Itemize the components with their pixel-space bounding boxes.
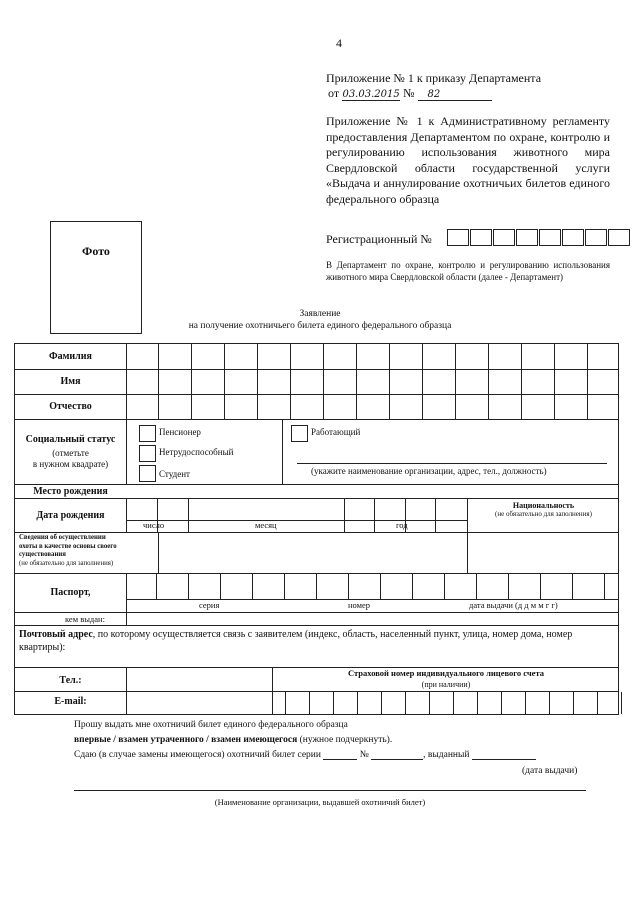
issue-date-hint: (дата выдачи) (522, 766, 578, 776)
passport-grid (126, 573, 605, 599)
social-status-hint-1: (отметьте (52, 448, 89, 458)
application-form (14, 343, 619, 715)
issue-date-label: дата выдачи (д д м м г г) (469, 600, 558, 610)
disabled-checkbox[interactable] (139, 445, 156, 462)
nationality-hint: (не обязательно для заполнения) (495, 510, 592, 518)
snils-hint: (при наличии) (421, 680, 471, 689)
social-status-hint-2: в нужном квадрате) (32, 459, 109, 469)
month-label: месяц (255, 520, 277, 530)
order-date: 03.03.2015 (342, 89, 400, 100)
surrender-line (74, 750, 536, 760)
from-label: от (328, 86, 340, 100)
disabled-label: Нетрудоспособный (159, 447, 234, 457)
department-text: В Департамент по охране, контролю и регулированию использования животного мира Свердловской области (далее - Департамент) (326, 260, 610, 282)
series-label: серия (199, 600, 220, 610)
surrender-text-a: Сдаю (в случае замены имеющегося) охотничий билет серии (74, 750, 324, 760)
page-number: 4 (336, 36, 342, 50)
snils-grid (285, 692, 622, 714)
pensioner-label: Пенсионер (159, 427, 201, 437)
hunting-info-line-2: охоты в качестве основы своего (19, 542, 117, 550)
name-label: Имя (60, 376, 81, 387)
hunting-info-line-4: (не обязательно для заполнения) (19, 559, 114, 567)
hunting-info-line-1: Сведения об осуществлении (19, 534, 106, 541)
passport-label: Паспорт, (50, 587, 91, 598)
statement-title: Заявление (299, 309, 341, 319)
working-label: Работающий (311, 427, 361, 437)
phone-label: Тел.: (59, 675, 82, 686)
name-grid (126, 344, 588, 419)
postal-address-label (19, 628, 613, 654)
regulation-text: Приложение № 1 к Административному регламенту предоставления Департаментом по охране, контролю и регулированию использования животного мира Свердловской области государственной услуги «Выдача и аннулирование охотничьих билетов единого федерального образца (326, 114, 610, 206)
appendix-title: Приложение № 1 к приказу Департамента (326, 71, 542, 85)
email-label: E-mail: (54, 696, 87, 707)
statement-heading (0, 308, 640, 332)
organization-line (74, 790, 586, 791)
registration-label: Регистрационный № (326, 232, 432, 246)
request-line: Прошу выдать мне охотничий билет единого федерального образца (74, 720, 348, 730)
replacement-line (74, 735, 392, 745)
student-checkbox[interactable] (139, 465, 156, 482)
pensioner-checkbox[interactable] (139, 425, 156, 442)
year-label: год (396, 520, 408, 530)
order-date-line (328, 86, 492, 101)
hunting-info-line-3: существования (19, 551, 66, 558)
birth-place-label: Место рождения (33, 486, 108, 497)
registration-number-cells[interactable] (447, 229, 631, 246)
nationality-label: Национальность (512, 501, 575, 510)
replacement-options: впервые / взамен утраченного / взамен имеющегося (74, 735, 298, 745)
hunting-info-label (19, 534, 157, 568)
social-status-hint (15, 448, 126, 470)
student-label: Студент (159, 469, 190, 479)
number-label-passport: номер (348, 600, 371, 610)
issued-by-label: кем выдан: (65, 614, 105, 624)
number-label: № (403, 86, 415, 100)
postal-address-bold: Почтовый адрес (19, 629, 93, 640)
patronymic-label: Отчество (49, 401, 92, 412)
photo-label: Фото (82, 244, 110, 258)
day-label: число (143, 520, 165, 530)
statement-subtitle: на получение охотничьего билета единого федерального образца (188, 321, 452, 331)
order-number: 82 (418, 89, 492, 101)
surrender-text-b: № (357, 750, 372, 760)
postal-address-rest: , по которому осуществляется связь с заявителем (индекс, область, населенный пункт, улица, номер дома, номер квартиры): (19, 629, 573, 653)
snils-label: Страховой номер индивидуального лицевого счета (348, 668, 544, 678)
surname-label: Фамилия (49, 351, 92, 362)
organization-issued-hint: (Наименование организации, выдавшей охотничий билет) (214, 797, 426, 807)
surrender-text-c: , выданный (423, 750, 472, 760)
replacement-note: (нужное подчеркнуть). (297, 735, 393, 745)
organization-hint: (укажите наименование организации, адрес, тел., должность) (311, 466, 547, 476)
birth-date-label: Дата рождения (36, 510, 105, 521)
social-status-label: Социальный статус (25, 434, 116, 445)
working-checkbox[interactable] (291, 425, 308, 442)
